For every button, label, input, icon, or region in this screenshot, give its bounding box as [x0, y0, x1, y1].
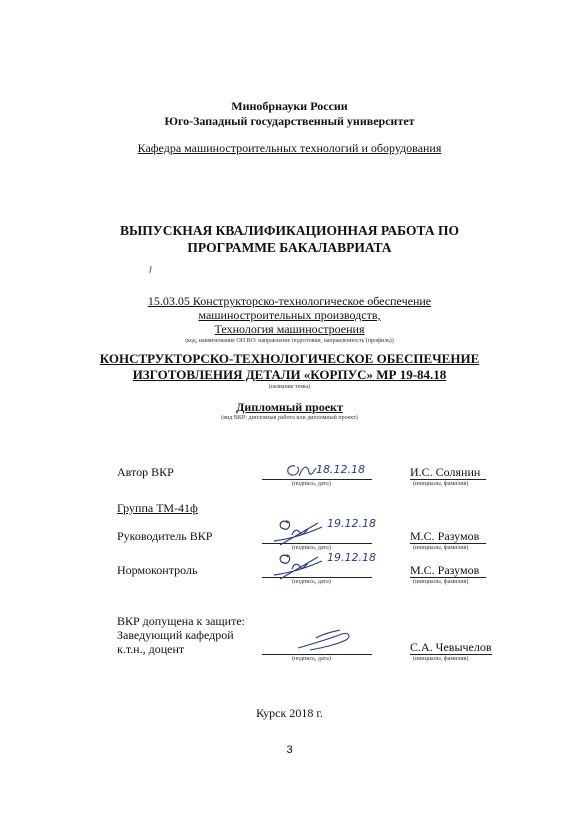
admitted-line2: Заведующий кафедрой	[117, 628, 234, 642]
work-type: Дипломный проект	[236, 400, 343, 414]
normcontrol-sign-caption: (подпись, дата)	[292, 579, 331, 585]
program-profile: Технология машиностроения	[214, 322, 365, 336]
author-name-line	[410, 479, 486, 480]
document-title-line2: ПРОГРАММЕ БАКАЛАВРИАТА	[187, 240, 392, 255]
supervisor-name: М.С. Разумов	[410, 529, 480, 543]
city-year: Курск 2018 г.	[256, 706, 323, 720]
head-name-line	[410, 654, 492, 655]
normcontrol-name-caption: (инициалы, фамилия)	[413, 579, 469, 585]
normcontrol-label: Нормоконтроль	[117, 563, 198, 577]
normcontrol-signature-date: 19.12.18	[327, 551, 376, 564]
admitted-line1: ВКР допущена к защите:	[117, 614, 245, 628]
group: Группа ТМ-41ф	[117, 501, 198, 515]
author-sign-caption: (подпись, дата)	[292, 481, 331, 487]
university-name: Юго-Западный государственный университет	[164, 114, 415, 128]
topic-line1: КОНСТРУКТОРСКО-ТЕХНОЛОГИЧЕСКОЕ ОБЕСПЕЧЕНИЕ	[99, 351, 480, 366]
document-title-line1: ВЫПУСКНАЯ КВАЛИФИКАЦИОННАЯ РАБОТА ПО	[120, 223, 459, 238]
supervisor-signature-date: 19.12.18	[327, 517, 376, 530]
author-signature-date: 18.12.18	[316, 463, 365, 476]
supervisor-name-caption: (инициалы, фамилия)	[413, 545, 469, 551]
head-signature	[292, 626, 362, 656]
topic-line2: ИЗГОТОВЛЕНИЯ ДЕТАЛИ «КОРПУС» МР 19-84.18	[132, 367, 447, 382]
program-line2: машиностроительных производств,	[198, 308, 381, 322]
author-label: Автор ВКР	[117, 465, 174, 479]
head-name-caption: (инициалы, фамилия)	[413, 656, 469, 662]
stray-mark	[149, 266, 151, 273]
head-name: С.А. Чевычелов	[410, 640, 492, 654]
program-caption: (код, наименование ОП ВО: направление подготовки, направленность (профиль))	[185, 338, 394, 344]
supervisor-sign-caption: (подпись, дата)	[292, 545, 331, 551]
admitted-line3: к.т.н., доцент	[117, 642, 185, 656]
department-name: Кафедра машиностроительных технологий и оборудования	[137, 141, 442, 155]
normcontrol-name-line	[410, 577, 486, 578]
supervisor-name-line	[410, 543, 486, 544]
normcontrol-name: М.С. Разумов	[410, 563, 480, 577]
author-name-caption: (инициалы, фамилия)	[413, 481, 469, 487]
program-code: 15.03.05 Конструкторско-технологическое обеспечение	[147, 294, 432, 308]
author-name: И.С. Солянин	[410, 465, 481, 479]
ministry-name: Минобрнауки России	[231, 99, 348, 113]
page-number: 3	[286, 744, 293, 756]
supervisor-label: Руководитель ВКР	[117, 529, 213, 543]
head-sign-caption: (подпись, дата)	[292, 656, 331, 662]
topic-caption: (название темы)	[268, 384, 311, 390]
work-type-caption: (вид ВКР: дипломная работа или дипломный проект)	[221, 415, 358, 421]
